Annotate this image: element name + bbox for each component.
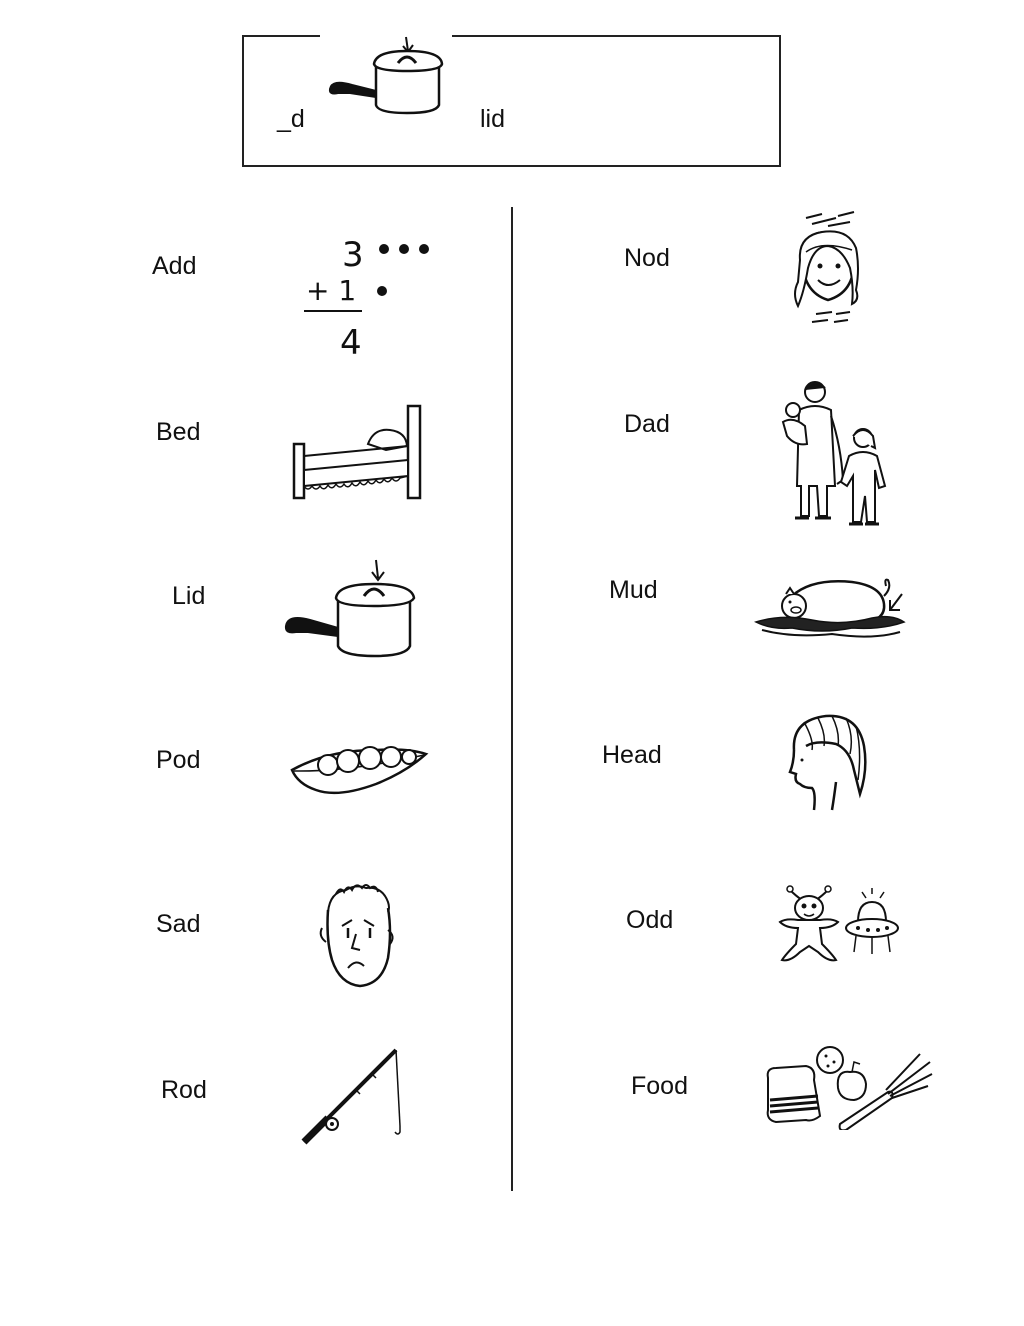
example-word: lid	[480, 105, 506, 133]
math-op: + 1	[306, 274, 357, 307]
sad-face-icon	[316, 880, 406, 995]
addition-icon	[300, 228, 440, 363]
head-icon	[784, 710, 874, 815]
alien-ufo-icon	[776, 882, 916, 967]
word-head: Head	[602, 741, 662, 769]
fishing-rod-icon	[298, 1044, 413, 1149]
word-sad: Sad	[156, 910, 201, 938]
word-odd: Odd	[626, 906, 674, 934]
word-lid: Lid	[172, 582, 206, 610]
word-bed: Bed	[156, 418, 201, 446]
word-rod: Rod	[161, 1076, 207, 1104]
word-pod: Pod	[156, 746, 201, 774]
word-mud: Mud	[609, 576, 658, 604]
nodding-face-icon	[792, 208, 867, 333]
math-top: 3	[342, 235, 364, 275]
family-icon	[775, 376, 905, 531]
column-divider	[511, 207, 513, 1191]
pot-lid-icon	[278, 556, 418, 666]
pea-pod-icon	[288, 738, 433, 798]
pig-in-mud-icon	[752, 568, 907, 648]
math-result: 4	[340, 323, 362, 363]
header-box	[242, 35, 781, 167]
food-icon	[762, 1040, 937, 1130]
word-dad: Dad	[624, 410, 670, 438]
pot-lid-icon	[324, 31, 454, 121]
word-food: Food	[631, 1072, 688, 1100]
bed-icon	[290, 400, 430, 505]
word-add: Add	[152, 252, 197, 280]
word-nod: Nod	[624, 244, 670, 272]
target-sound: _d	[277, 105, 305, 133]
